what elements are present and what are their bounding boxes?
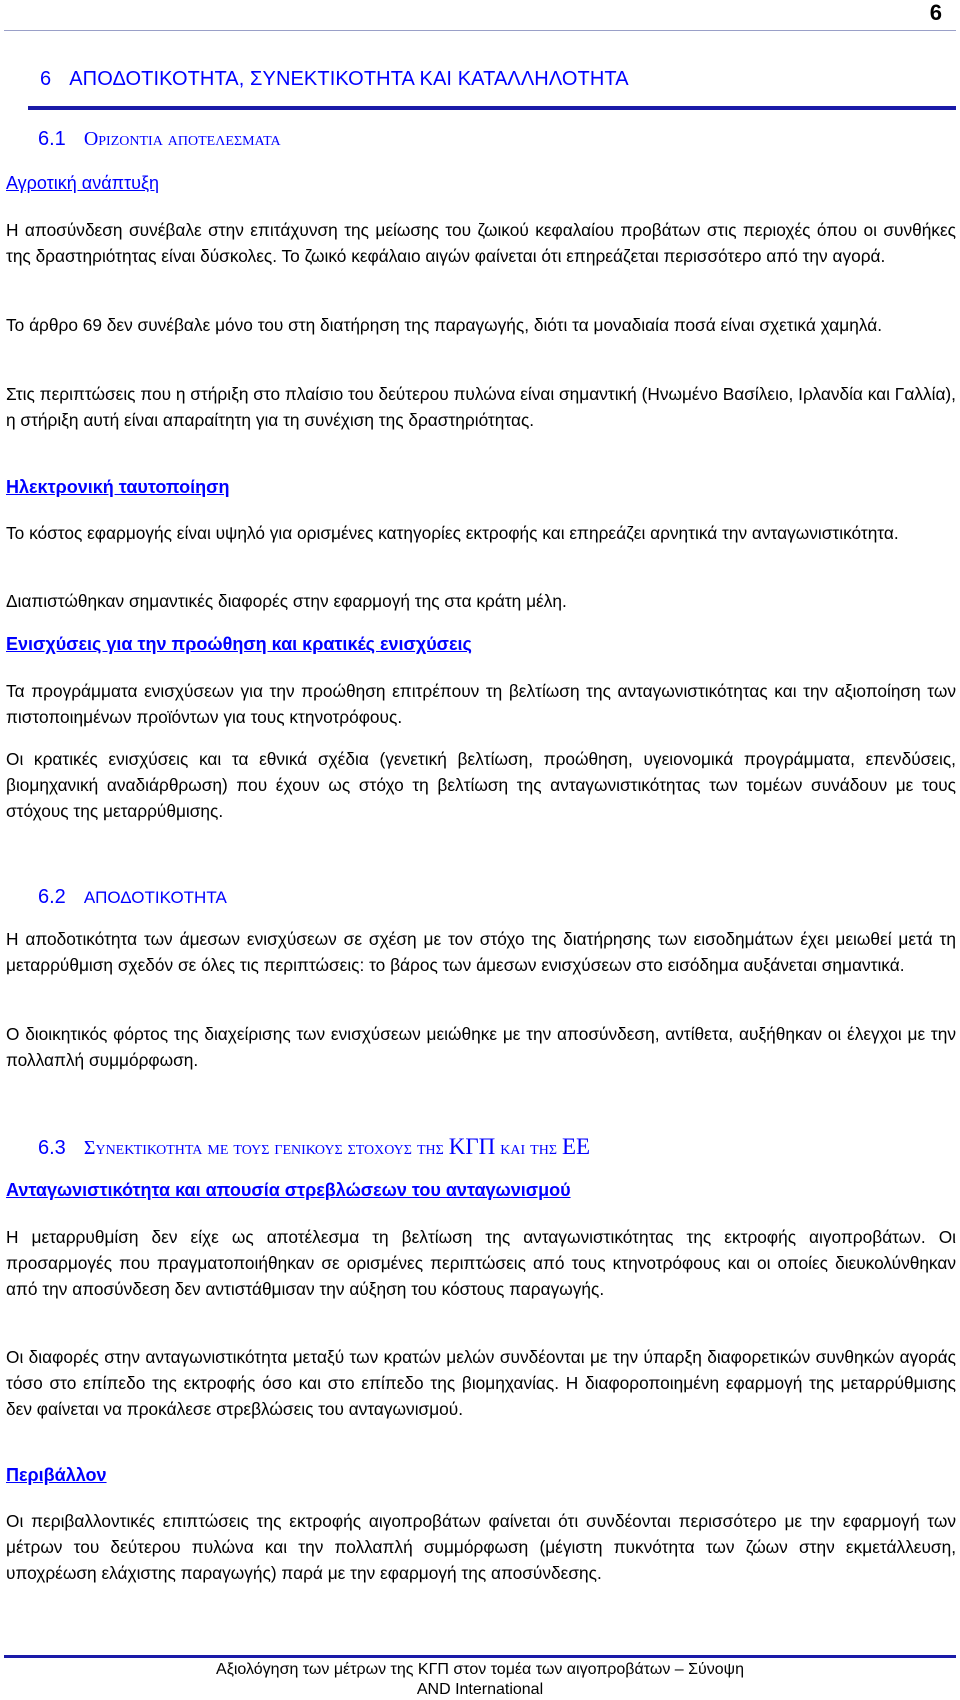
section-title-part: και της bbox=[495, 1137, 562, 1159]
chapter-heading bbox=[40, 68, 629, 91]
footer-author: AND International bbox=[416, 1681, 544, 1698]
page-footer bbox=[0, 1660, 960, 1700]
chapter-number: 6 bbox=[40, 68, 52, 90]
paragraph: Τα προγράμματα ενισχύσεων για την προώθηση επιτρέπουν τη βελτίωση της ανταγωνιστικότητας και την αξιοποίηση των πιστοποιημένων προϊόντων για τους κτηνοτρόφους. bbox=[6, 681, 956, 727]
section-title-kgp: ΚΓΠ bbox=[448, 1134, 496, 1159]
section-number: 6.1 bbox=[38, 128, 66, 150]
section-heading-6-3 bbox=[38, 1134, 590, 1160]
paragraph: Η αποδοτικότητα των άμεσων ενισχύσεων σε σχέση με τον στόχο της διατήρησης των εισοδημάτων έχει μειωθεί μετά τη μεταρρύθμιση σχεδόν σε όλες τις περιπτώσεις: το βάρος των άμεσων ενισχύσεων στο εισόδημα αυξάνεται σημαντικά. bbox=[6, 929, 956, 975]
subheading-electronic-identification: Ηλεκτρονική ταυτοποίηση bbox=[6, 477, 230, 497]
paragraph: Η μεταρρυθμίση δεν είχε ως αποτέλεσμα τη βελτίωση της ανταγωνιστικότητας της εκτροφής αιγοπροβάτων. Οι προσαρμογές που πραγματοποιήθηκαν σε ορισμένες περιπτώσεις από τους κτηνοτρόφους και οι οποίες διευκολύνθηκαν από την αποσύνδεση δεν αντιστάθμισαν την αύξηση του κόστους παραγωγής. bbox=[6, 1227, 956, 1299]
header-rule bbox=[4, 30, 956, 31]
section-title-ee: ΕΕ bbox=[562, 1134, 591, 1159]
footer-rule bbox=[4, 1655, 956, 1658]
page-number: 6 bbox=[929, 0, 942, 25]
paragraph: Διαπιστώθηκαν σημαντικές διαφορές στην εφαρμογή της στα κράτη μέλη. bbox=[6, 591, 567, 611]
subheading-competitiveness: Ανταγωνιστικότητα και απουσία στρεβλώσεων του ανταγωνισμού bbox=[6, 1180, 571, 1200]
section-title: ΑΠΟΔΟΤΙΚΟΤΗΤΑ bbox=[83, 888, 227, 907]
section-number: 6.2 bbox=[38, 886, 66, 908]
section-title-part: Συνεκτικοτητα με τους γενικους στοχους της bbox=[83, 1137, 449, 1159]
chapter-title: ΑΠΟΔΟΤΙΚΟΤΗΤΑ, ΣΥΝΕΚΤΙΚΟΤΗΤΑ ΚΑΙ ΚΑΤΑΛΛΗΛΟΤΗΤΑ bbox=[69, 68, 629, 90]
paragraph: Η αποσύνδεση συνέβαλε στην επιτάχυνση της μείωσης του ζωικού κεφαλαίου προβάτων στις περιοχές όπου οι συνθήκες της δραστηριότητας είναι δύσκολες. Το ζωικό κεφάλαιο αιγών φαίνεται ότι επηρεάζεται περισσότερο από την αγορά. bbox=[6, 220, 956, 266]
subheading-rural-development: Αγροτική ανάπτυξη bbox=[6, 173, 160, 193]
section-title: Οριζοντια αποτελεσματα bbox=[83, 128, 281, 150]
paragraph: Το κόστος εφαρμογής είναι υψηλό για ορισμένες κατηγορίες εκτροφής και επηρεάζει αρνητικά την ανταγωνιστικότητα. bbox=[6, 523, 899, 543]
footer-title: Αξιολόγηση των μέτρων της ΚΓΠ στον τομέα των αιγοπροβάτων – Σύνοψη bbox=[216, 1661, 744, 1678]
chapter-heading-rule bbox=[28, 106, 956, 110]
paragraph: Στις περιπτώσεις που η στήριξη στο πλαίσιο του δεύτερου πυλώνα είναι σημαντική (Ηνωμένο Βασίλειο, Ιρλανδία και Γαλλία), η στήριξη αυτή είναι απαραίτητη για τη συνέχιση της δραστηριότητας. bbox=[6, 384, 956, 430]
section-heading-6-1 bbox=[38, 128, 281, 151]
section-number: 6.3 bbox=[38, 1137, 66, 1159]
section-heading-6-2 bbox=[38, 886, 227, 909]
paragraph: Το άρθρο 69 δεν συνέβαλε μόνο του στη διατήρηση της παραγωγής, διότι τα μοναδιαία ποσά είναι σχετικά χαμηλά. bbox=[6, 315, 882, 335]
paragraph: Οι κρατικές ενισχύσεις και τα εθνικά σχέδια (γενετική βελτίωση, προώθηση, υγειονομικά προγράμματα, επενδύσεις, βιομηχανική αναδιάρθρωση) που έχουν ως στόχο τη βελτίωση της ανταγωνιστικότητας των τομέων συνάδουν με τους στόχους της μεταρρύθμισης. bbox=[6, 749, 956, 821]
paragraph: Ο διοικητικός φόρτος της διαχείρισης των ενισχύσεων μειώθηκε με την αποσύνδεση, αντίθετα, αυξήθηκαν οι έλεγχοι με την πολλαπλή συμμόρφωση. bbox=[6, 1024, 956, 1070]
paragraph: Οι διαφορές στην ανταγωνιστικότητα μεταξύ των κρατών μελών συνδέονται με την ύπαρξη διαφορετικών συνθηκών αγοράς τόσο στο επίπεδο της εκτροφής όσο και στο επίπεδο της βιομηχανίας. Η διαφοροποιημένη εφαρμογή της μεταρρύθμισης δεν φαίνεται να προκάλεσε στρεβλώσεις του ανταγωνισμού. bbox=[6, 1347, 956, 1419]
subheading-environment: Περιβάλλον bbox=[6, 1465, 107, 1485]
subheading-promotion-aid: Ενισχύσεις για την προώθηση και κρατικές ενισχύσεις bbox=[6, 634, 472, 654]
paragraph: Οι περιβαλλοντικές επιπτώσεις της εκτροφής αιγοπροβάτων φαίνεται ότι συνδέονται περισσότερο με την εφαρμογή των μέτρων του δεύτερου πυλώνα και την πολλαπλή συμμόρφωση (μέγιστη πυκνότητα των ζώων στην εκμετάλλευση, υποχρέωση ελάχιστης παραγωγής) παρά με την εφαρμογή της αποσύνδεσης. bbox=[6, 1511, 956, 1583]
